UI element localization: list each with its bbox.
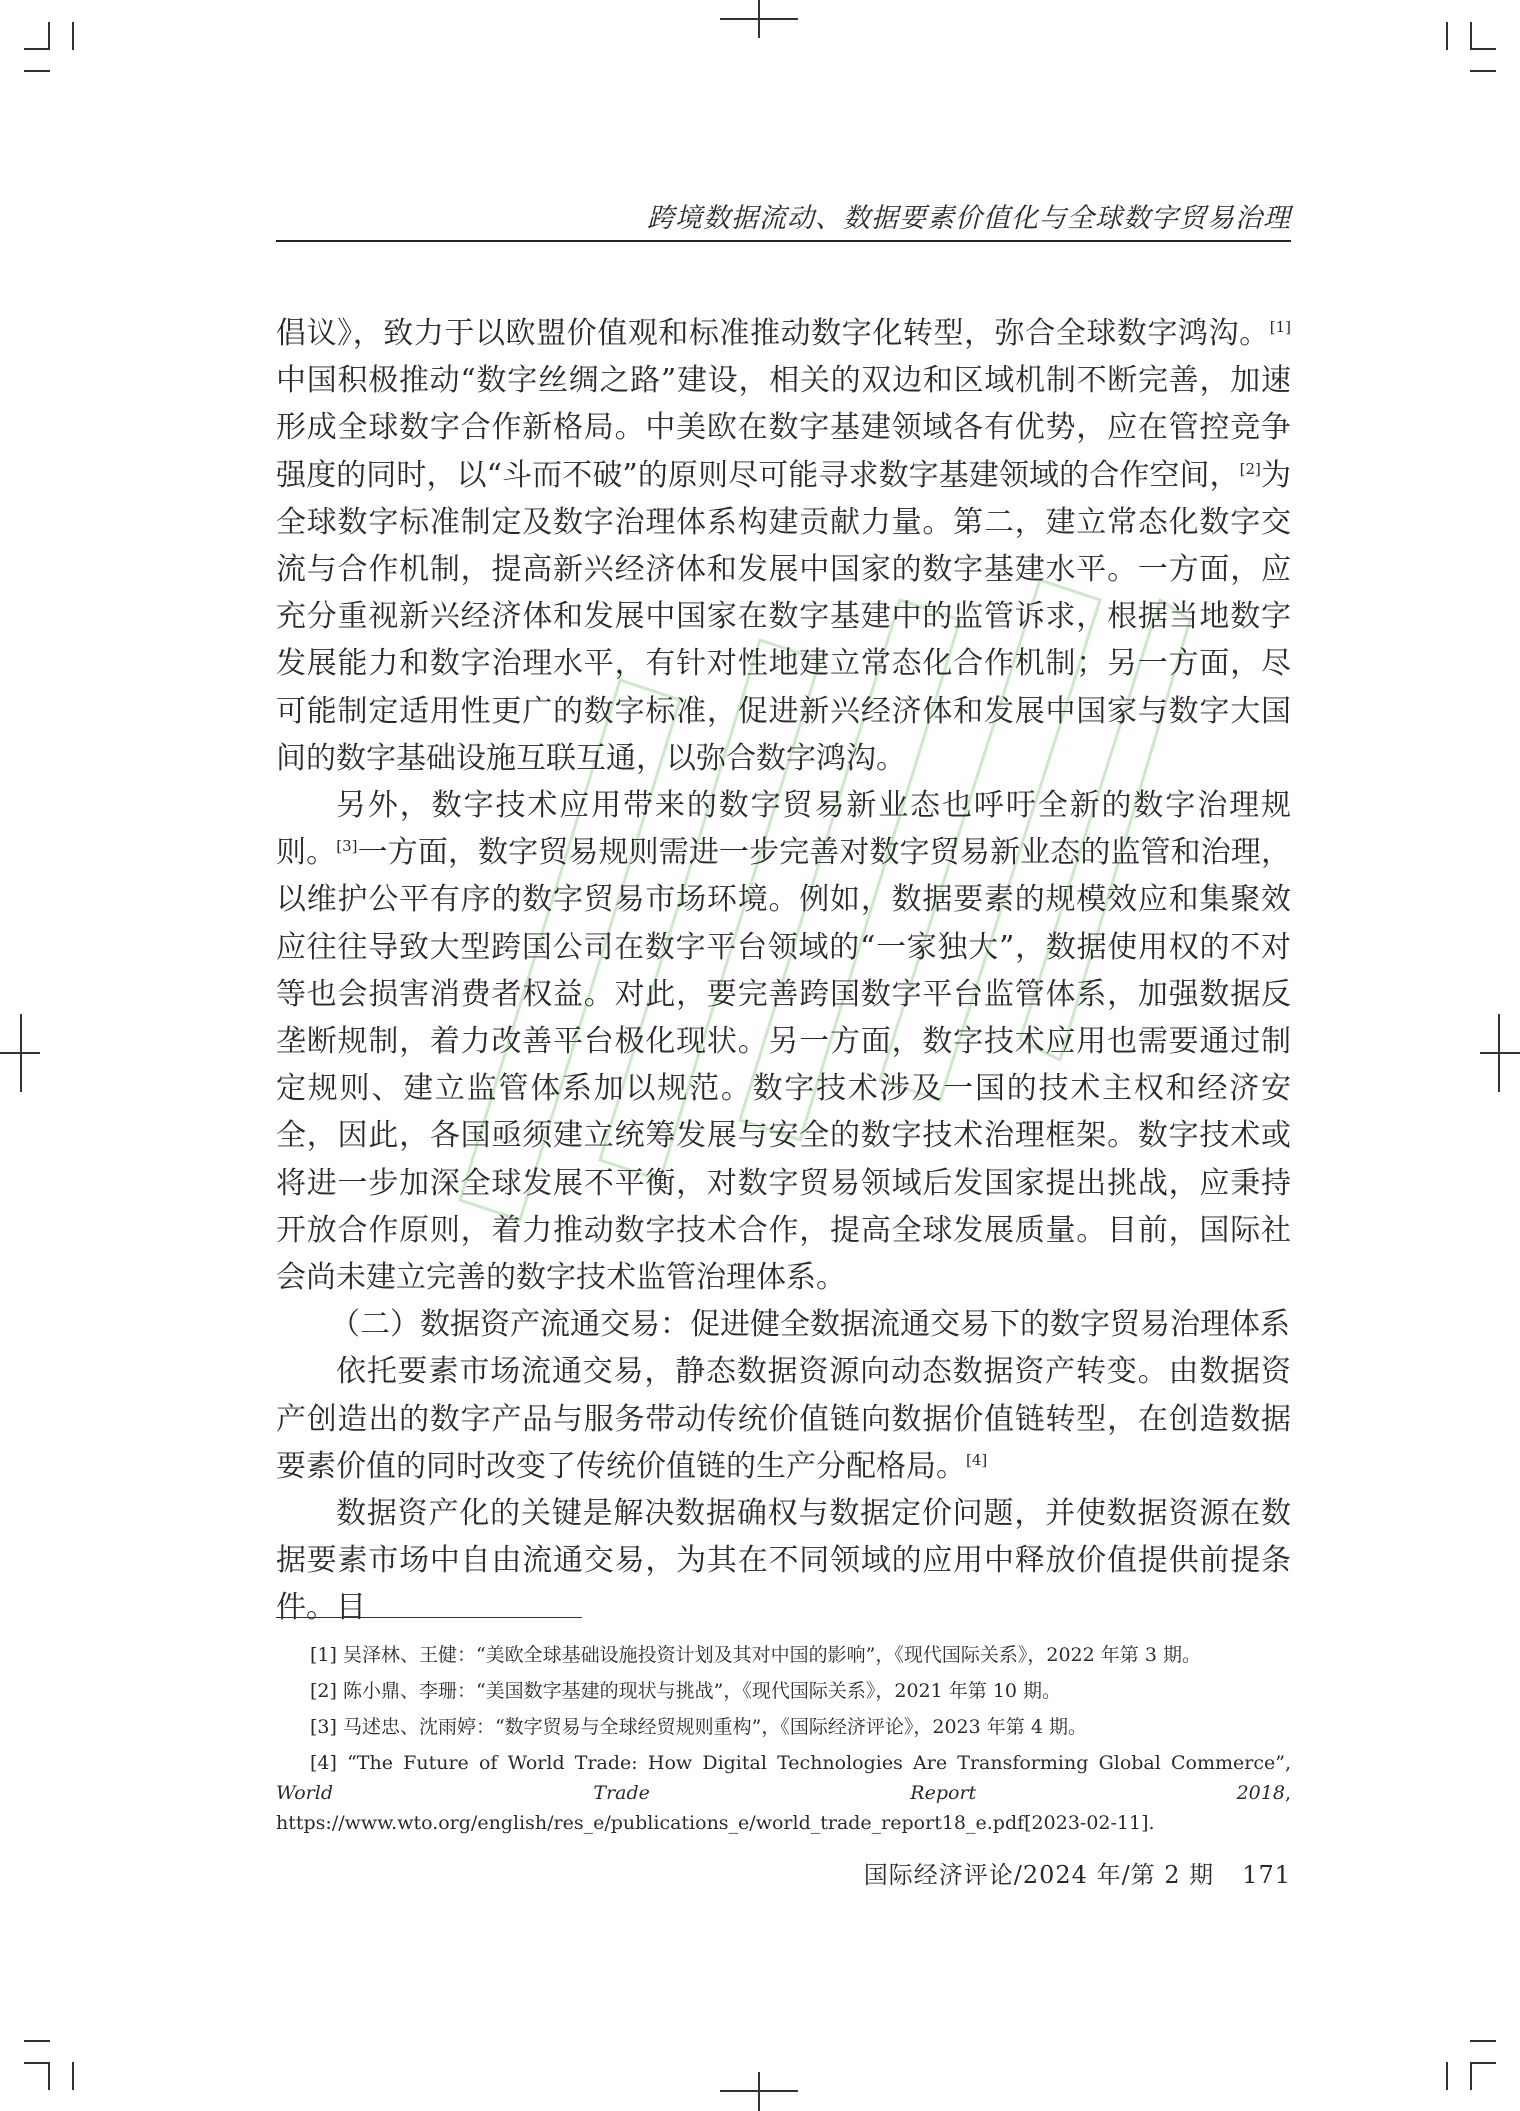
running-header: 跨境数据流动、数据要素价值化与全球数字贸易治理: [647, 203, 1291, 234]
paragraph-2: 另外，数字技术应用带来的数字贸易新业态也呼吁全新的数字治理规则。[3]一方面，数字贸易规则需进一步完善对数字贸易新业态的监管和治理，以维护公平有序的数字贸易市场环境。例如，数据要素的规模效应和集聚效应往往导致大型跨国公司在数字平台领域的“一家独大”，数据使用权的不对等也会损害消费者权益。对此，要完善跨国数字平台监管体系，加强数据反垄断规制，着力改善平台极化现状。另一方面，数字技术应用也需要通过制定规则、建立监管体系加以规范。数字技术涉及一国的技术主权和经济安全，因此，各国亟须建立统筹发展与安全的数字技术治理框架。数字技术或将进一步加深全球发展不平衡，对数字贸易领域后发国家提出挑战，应秉持开放合作原则，着力推动数字技术合作，提高全球发展质量。目前，国际社会尚未建立完善的数字技术监管治理体系。: [276, 788, 1292, 1296]
footnote-4: [4] “The Future of World Trade: How Digital Technologies Are Transforming Global Commerce”, World Trade Report 2018, https://www.wto.org/english/res_e/publications_e/world_trade_report18_e.pdf[2023-02-11].: [276, 1752, 1291, 1834]
footnotes: [276, 1640, 1291, 1844]
body-text: [276, 310, 1291, 1632]
section-heading: （二）数据资产流通交易：促进健全数据流通交易下的数字贸易治理体系: [330, 1307, 1290, 1343]
paragraph-3: 依托要素市场流通交易，静态数据资源向动态数据资产转变。由数据资产创造出的数字产品与服务带动传统价值链向数据价值链转型，在创造数据要素价值的同时改变了传统价值链的生产分配格局。[4]: [276, 1354, 1291, 1484]
footnote-1: [1] 吴泽林、王健：“美欧全球基础设施投资计划及其对中国的影响”，《现代国际关系》，2022 年第 3 期。: [310, 1644, 1201, 1666]
paragraph-4: 数据资产化的关键是解决数据确权与数据定价问题，并使数据资源在数据要素市场中自由流通交易，为其在不同领域的应用中释放价值提供前提条件。目: [276, 1496, 1291, 1626]
footnote-ref-4[interactable]: [4]: [966, 1450, 988, 1469]
footnote-ref-2[interactable]: [2]: [1239, 459, 1261, 478]
footnote-ref-1[interactable]: [1]: [1269, 318, 1291, 336]
footnote-rule: [276, 1617, 582, 1618]
footnote-2: [2] 陈小鼎、李珊：“美国数字基建的现状与挑战”，《现代国际关系》，2021 年第 10 期。: [310, 1680, 1062, 1702]
header-rule: [276, 240, 1291, 242]
page-number: 171: [1242, 1861, 1291, 1889]
footnote-ref-3[interactable]: [3]: [336, 837, 358, 856]
paragraph-1: 倡议》，致力于以欧盟价值观和标准推动数字化转型，弥合全球数字鸿沟。[1]中国积极推动“数字丝绸之路”建设，相关的双边和区域机制不断完善，加速形成全球数字合作新格局。中美欧在数字基建领域各有优势，应在管控竞争强度的同时，以“斗而不破”的原则尽可能寻求数字基建领域的合作空间，[2]为全球数字标准制定及数字治理体系构建贡献力量。第二，建立常态化数字交流与合作机制，提高新兴经济体和发展中国家的数字基建水平。一方面，应充分重视新兴经济体和发展中国家在数字基建中的监管诉求，根据当地数字发展能力和数字治理水平，有针对性地建立常态化合作机制；另一方面，尽可能制定适用性更广的数字标准，促进新兴经济体和发展中国家与数字大国间的数字基础设施互联互通，以弥合数字鸿沟。: [276, 316, 1291, 776]
page-footer: [276, 1855, 1291, 1890]
journal-issue: 国际经济评论/2024 年/第 2 期: [863, 1861, 1215, 1889]
footnote-3: [3] 马述忠、沈雨婷：“数字贸易与全球经贸规则重构”，《国际经济评论》，2023 年第 4 期。: [310, 1716, 1087, 1738]
